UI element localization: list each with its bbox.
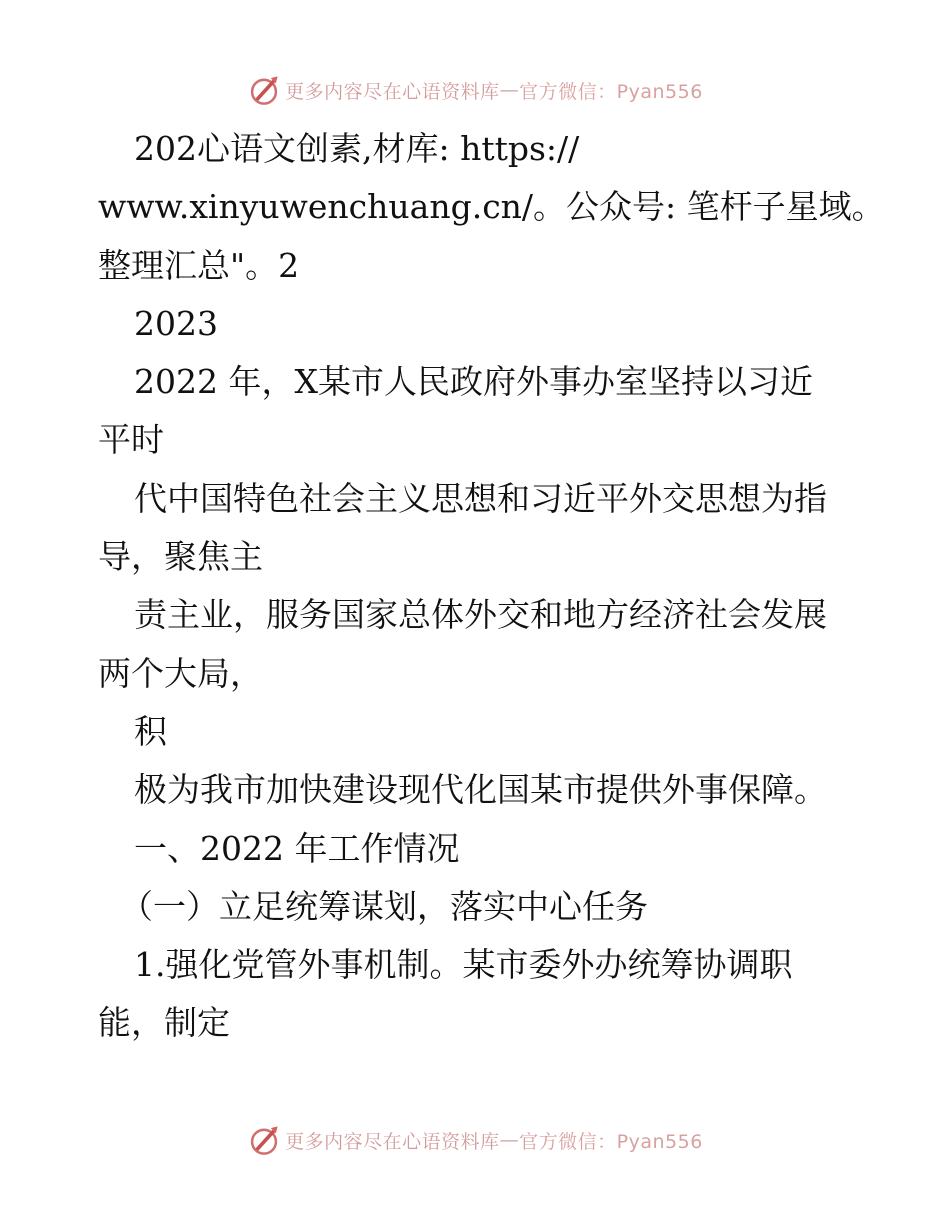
- watermark-main-text: 更多内容尽在心语资料库: [285, 1130, 500, 1153]
- text-line: 平时: [98, 420, 164, 460]
- text-line: 1.强化党管外事机制。某市委外办统筹协调职: [134, 945, 793, 985]
- text-line: 导，聚焦主: [98, 537, 263, 577]
- document-body: [98, 120, 888, 1053]
- header-watermark: [0, 70, 950, 110]
- text-line: 2022 年，X某市人民政府外事办室坚持以习近: [134, 362, 813, 402]
- text-line: 202心语文创素,材库: https://: [134, 129, 580, 168]
- watermark-dash: —: [499, 1129, 520, 1151]
- section-heading: 一、2022 年工作情况: [134, 828, 460, 868]
- text-line: 极为我市加快建设现代化国某市提供外事保障。: [134, 770, 827, 810]
- watermark-contact-text: 官方微信：Pyan556: [519, 80, 703, 103]
- watermark-dash: —: [499, 79, 520, 101]
- text-line: 代中国特色社会主义思想和习近平外交思想为指: [134, 478, 827, 518]
- footer-watermark: [0, 1120, 950, 1160]
- watermark-contact-text: 官方微信：Pyan556: [519, 1130, 703, 1153]
- text-line: 积: [134, 711, 167, 751]
- watermark-main-text: 更多内容尽在心语资料库: [285, 80, 500, 103]
- text-line: 整理汇总"。2: [98, 245, 300, 285]
- text-line: 责主业，服务国家总体外交和地方经济社会发展: [134, 595, 827, 635]
- text-line: www.xinyuwenchuang.cn/。公众号: 笔杆子星域。: [98, 187, 885, 227]
- text-line: 能，制定: [98, 1003, 230, 1043]
- text-line: 两个大局，: [98, 653, 263, 693]
- subsection-heading: （一）立足统筹谋划，落实中心任务: [120, 886, 648, 926]
- feather-pen-logo-icon: [247, 73, 281, 107]
- feather-pen-logo-icon: [247, 1123, 281, 1157]
- text-line: 2023: [134, 303, 218, 343]
